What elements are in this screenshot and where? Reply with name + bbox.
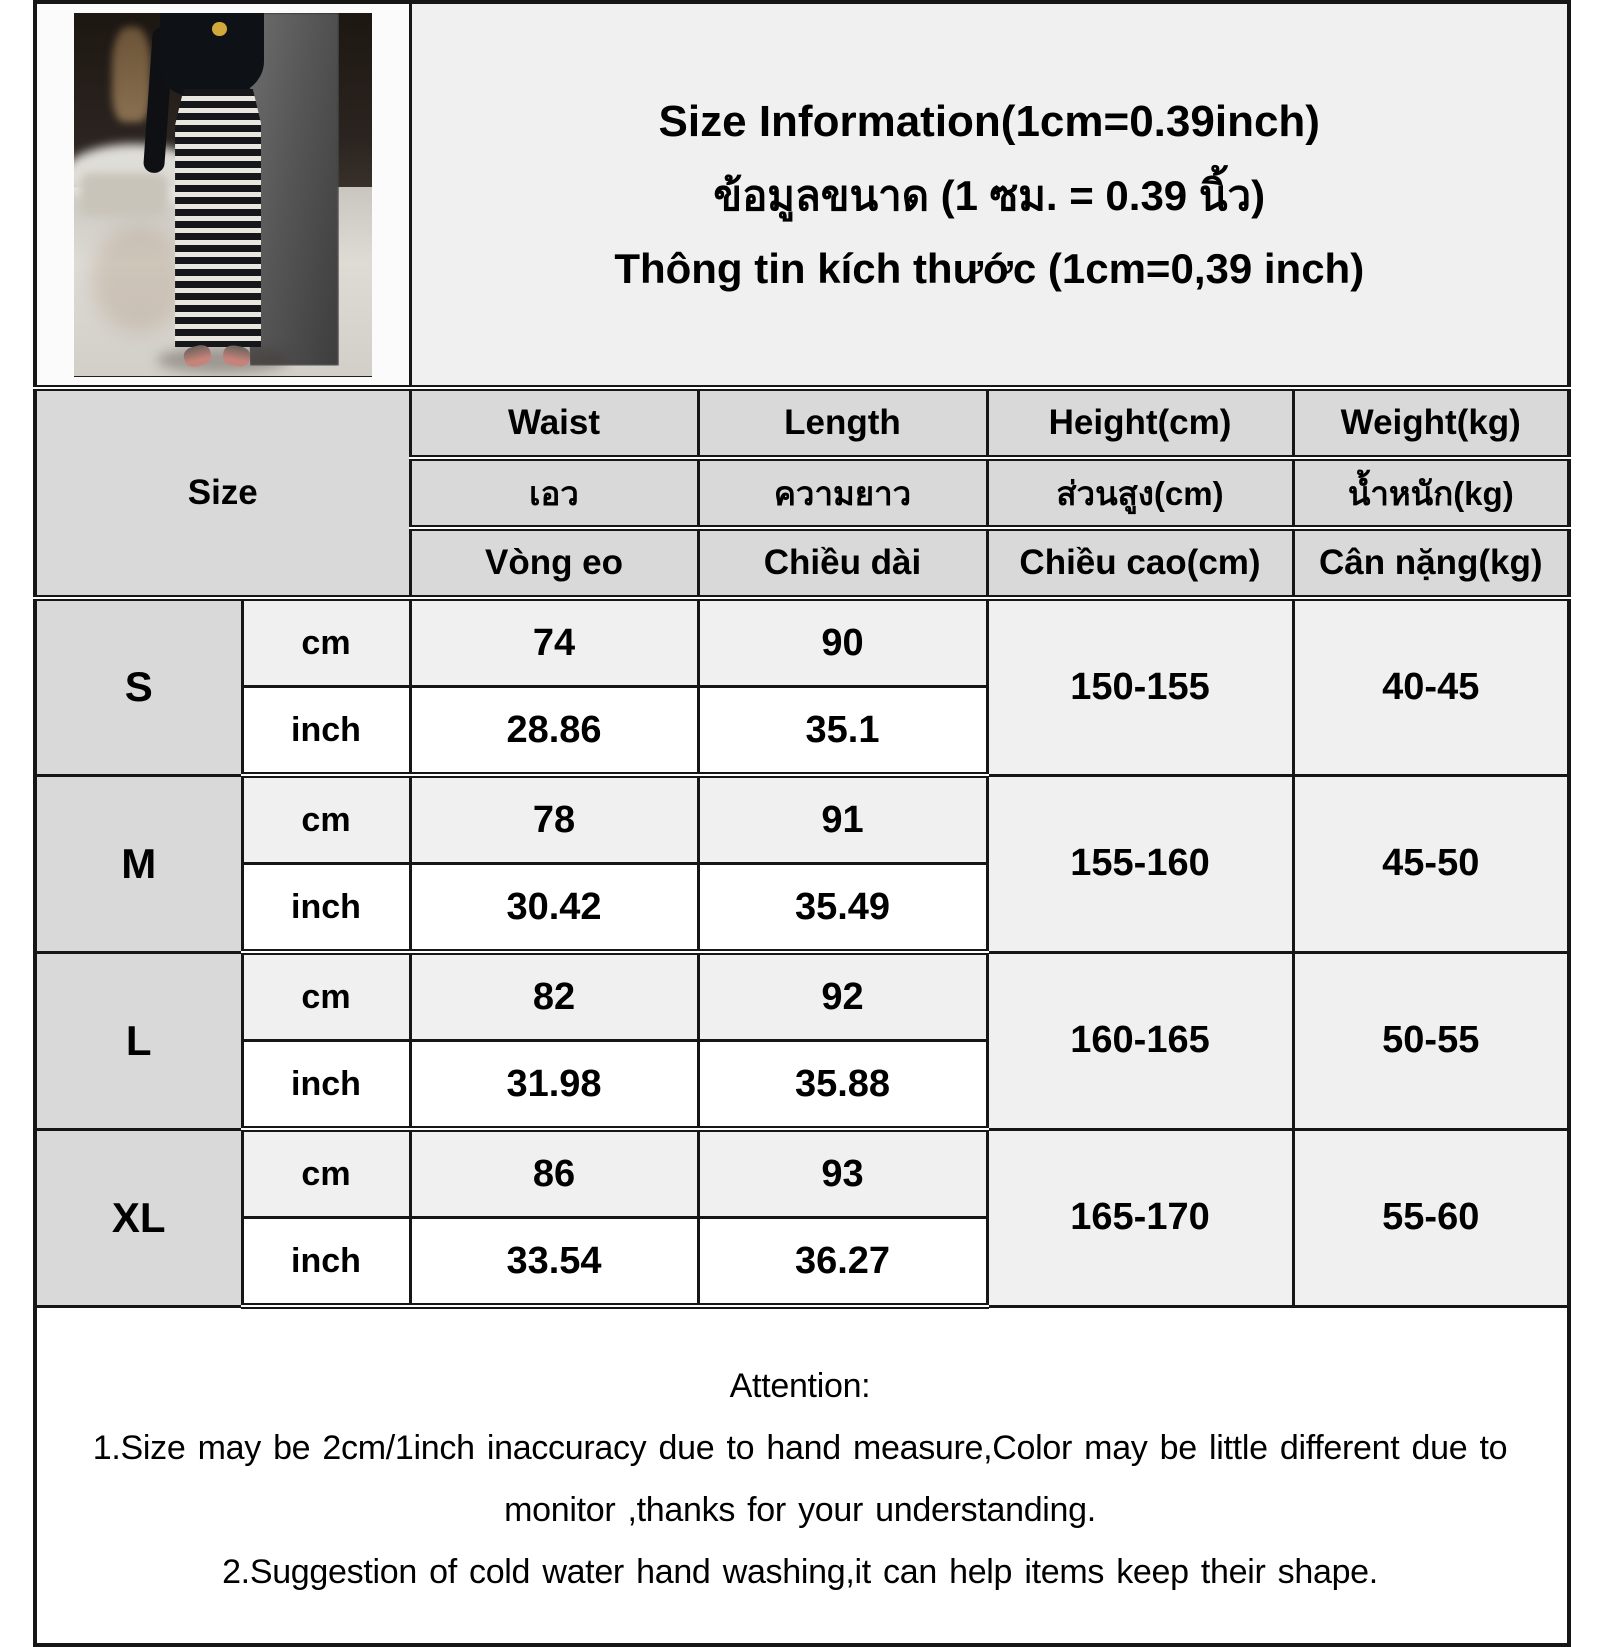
- cell-s-waist-inch: 28.86: [410, 687, 698, 776]
- photo-mannequin: [112, 27, 151, 122]
- product-photo: [74, 13, 372, 377]
- col-header-weight-vi: Cân nặng(kg): [1293, 528, 1569, 598]
- size-label-l: L: [35, 952, 242, 1129]
- header-row-english: [35, 388, 1569, 458]
- cell-l-waist-inch: 31.98: [410, 1041, 698, 1130]
- size-chart-table: [33, 0, 1571, 1647]
- cell-m-height: 155-160: [987, 775, 1293, 952]
- col-header-waist-th: เอว: [410, 458, 698, 528]
- unit-cm: cm: [242, 775, 410, 864]
- unit-inch: inch: [242, 687, 410, 776]
- row-m-cm: [35, 775, 1569, 864]
- unit-inch: inch: [242, 1041, 410, 1130]
- unit-cm: cm: [242, 1129, 410, 1218]
- cell-xl-height: 165-170: [987, 1129, 1293, 1306]
- col-header-waist-vi: Vòng eo: [410, 528, 698, 598]
- size-header: Size: [35, 388, 410, 598]
- cell-xl-length-cm: 93: [698, 1129, 987, 1218]
- unit-inch: inch: [242, 864, 410, 953]
- cell-m-length-cm: 91: [698, 775, 987, 864]
- attention-text: [37, 1349, 1567, 1603]
- cell-s-height: 150-155: [987, 598, 1293, 775]
- col-header-weight-en: Weight(kg): [1293, 388, 1569, 458]
- cell-s-length-inch: 35.1: [698, 687, 987, 776]
- cell-s-length-cm: 90: [698, 598, 987, 687]
- size-label-xl: XL: [35, 1129, 242, 1306]
- title-thai: ข้อมูลขนาด (1 ซม. = 0.39 นิ้ว): [713, 171, 1266, 219]
- cell-l-height: 160-165: [987, 952, 1293, 1129]
- size-label-s: S: [35, 598, 242, 775]
- col-header-length-th: ความยาว: [698, 458, 987, 528]
- top-row: [35, 2, 1569, 388]
- row-l-cm: [35, 952, 1569, 1041]
- col-header-waist-en: Waist: [410, 388, 698, 458]
- row-s-cm: [35, 598, 1569, 687]
- cell-s-waist-cm: 74: [410, 598, 698, 687]
- title-english: Size Information(1cm=0.39inch): [658, 96, 1320, 146]
- col-header-height-th: ส่วนสูง(cm): [987, 458, 1293, 528]
- col-header-length-vi: Chiều dài: [698, 528, 987, 598]
- cell-l-length-inch: 35.88: [698, 1041, 987, 1130]
- unit-inch: inch: [242, 1218, 410, 1307]
- col-header-height-vi: Chiều cao(cm): [987, 528, 1293, 598]
- cell-m-waist-inch: 30.42: [410, 864, 698, 953]
- col-header-weight-th: น้ำหนัก(kg): [1293, 458, 1569, 528]
- cell-l-length-cm: 92: [698, 952, 987, 1041]
- cell-xl-waist-inch: 33.54: [410, 1218, 698, 1307]
- cell-m-length-inch: 35.49: [698, 864, 987, 953]
- product-photo-cell: [35, 2, 410, 388]
- row-xl-cm: [35, 1129, 1569, 1218]
- title-vietnamese: Thông tin kích thước (1cm=0,39 inch): [614, 244, 1365, 292]
- attention-row: [35, 1306, 1569, 1645]
- photo-striped-skirt: [175, 89, 261, 347]
- col-header-length-en: Length: [698, 388, 987, 458]
- cell-xl-waist-cm: 86: [410, 1129, 698, 1218]
- attention-heading: Attention:: [729, 1367, 871, 1405]
- cell-xl-length-inch: 36.27: [698, 1218, 987, 1307]
- attention-cell: [35, 1306, 1569, 1645]
- size-label-m: M: [35, 775, 242, 952]
- cell-xl-weight: 55-60: [1293, 1129, 1569, 1306]
- cell-l-weight: 50-55: [1293, 952, 1569, 1129]
- title-stack: [412, 97, 1568, 293]
- title-cell: [410, 2, 1569, 388]
- attention-line-2: 2.Suggestion of cold water hand washing,it can help items keep their shape.: [222, 1553, 1378, 1591]
- col-header-height-en: Height(cm): [987, 388, 1293, 458]
- photo-floor-reflection: [92, 224, 187, 333]
- cell-m-weight: 45-50: [1293, 775, 1569, 952]
- cell-l-waist-cm: 82: [410, 952, 698, 1041]
- unit-cm: cm: [242, 598, 410, 687]
- photo-furniture: [80, 173, 169, 217]
- size-chart-sheet: [33, 0, 1567, 1647]
- cell-m-waist-cm: 78: [410, 775, 698, 864]
- cell-s-weight: 40-45: [1293, 598, 1569, 775]
- unit-cm: cm: [242, 952, 410, 1041]
- attention-line-1: 1.Size may be 2cm/1inch inaccuracy due to hand measure,Color may be little different due to monitor ,thanks for your understanding.: [92, 1429, 1520, 1529]
